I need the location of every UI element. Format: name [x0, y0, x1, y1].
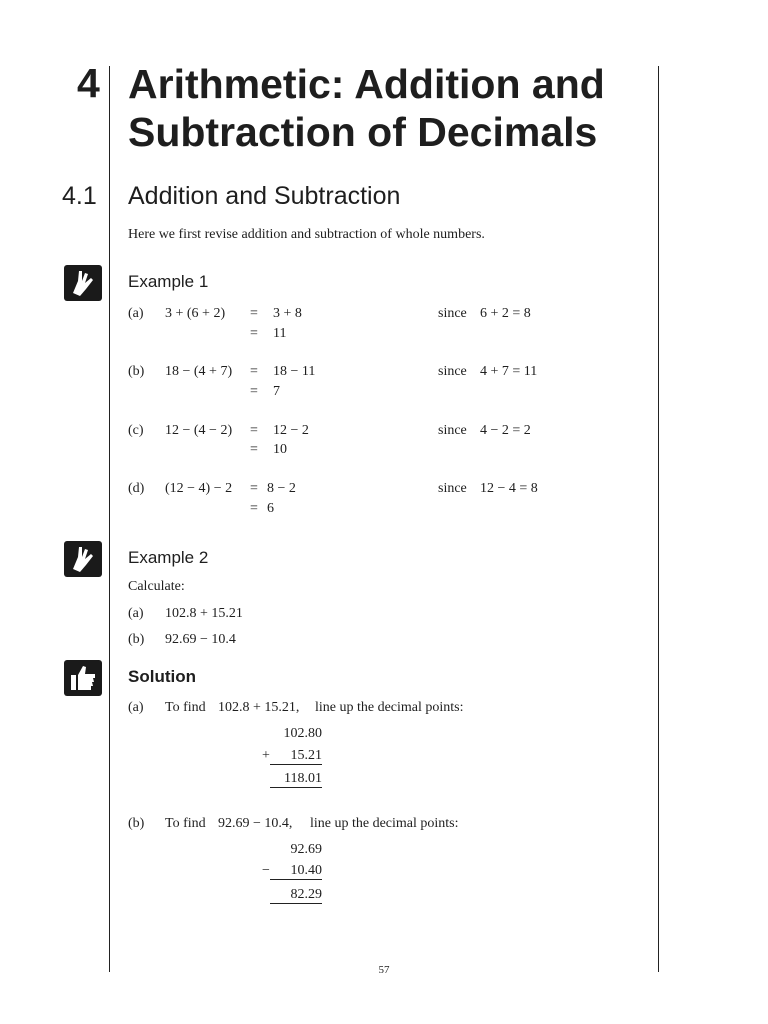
example-1-heading: Example 1 [128, 272, 209, 291]
example-2-heading: Example 2 [128, 548, 209, 567]
item-expression: 3 + (6 + 2) [165, 306, 226, 321]
item-expression: 12 − (4 − 2) [165, 423, 233, 438]
solution-a-instruction: line up the decimal points: [315, 700, 464, 715]
equals-sign: = [250, 306, 258, 321]
chapter-title: Arithmetic: Addition and Subtraction of Decimals [128, 61, 605, 155]
item-label: (d) [128, 481, 145, 496]
solution-b-result: 82.29 [270, 887, 322, 904]
step-2: 6 [267, 501, 274, 516]
reason: 6 + 2 = 8 [480, 306, 531, 321]
step-1: 18 − 11 [273, 364, 316, 379]
solution-a-label: (a) [128, 700, 144, 715]
chapter-number: 4 [77, 60, 100, 106]
solution-a-to-find: To find [165, 700, 206, 715]
item-expression: (12 − 4) − 2 [165, 481, 233, 496]
solution-b-label: (b) [128, 816, 145, 831]
solution-a-operator: + [262, 748, 270, 763]
solution-b-instruction: line up the decimal points: [310, 816, 459, 831]
step-2: 11 [273, 326, 287, 341]
section-intro: Here we first revise addition and subtraction of whole numbers. [128, 227, 485, 242]
equals-sign: = [250, 481, 258, 496]
example-2-prompt: Calculate: [128, 579, 185, 594]
equals-sign: = [250, 326, 258, 341]
right-margin-rule [658, 66, 659, 972]
step-1: 3 + 8 [273, 306, 302, 321]
solution-b-to-find: To find [165, 816, 206, 831]
page-number: 57 [378, 964, 390, 976]
section-title: Addition and Subtraction [128, 182, 401, 210]
example-2-item-label: (b) [128, 632, 145, 647]
solution-a-second-number: 15.21 [270, 748, 322, 765]
equals-sign: = [250, 384, 258, 399]
since-word: since [438, 423, 467, 438]
solution-b-second-number: 10.40 [270, 863, 322, 880]
solution-b-expression: 92.69 − 10.4, [218, 816, 293, 831]
since-word: since [438, 481, 467, 496]
since-word: since [438, 306, 467, 321]
pointing-hand-icon [64, 265, 102, 301]
since-word: since [438, 364, 467, 379]
item-label: (a) [128, 306, 144, 321]
equals-sign: = [250, 364, 258, 379]
equals-sign: = [250, 501, 258, 516]
item-label: (b) [128, 364, 145, 379]
step-1: 8 − 2 [267, 481, 296, 496]
solution-b-operator: − [262, 863, 270, 878]
pointing-hand-icon [64, 541, 102, 577]
equals-sign: = [250, 423, 258, 438]
step-1: 12 − 2 [273, 423, 309, 438]
solution-a-expression: 102.8 + 15.21, [218, 700, 300, 715]
reason: 12 − 4 = 8 [480, 481, 538, 496]
reason: 4 − 2 = 2 [480, 423, 531, 438]
item-expression: 18 − (4 + 7) [165, 364, 233, 379]
thumbs-up-icon [64, 660, 102, 696]
example-2-item-label: (a) [128, 606, 144, 621]
step-2: 7 [273, 384, 280, 399]
solution-a-top-number: 102.80 [283, 726, 322, 741]
step-2: 10 [273, 442, 287, 457]
reason: 4 + 7 = 11 [480, 364, 538, 379]
example-2-item-expression: 102.8 + 15.21 [165, 606, 243, 621]
equals-sign: = [250, 442, 258, 457]
solution-heading: Solution [128, 667, 196, 686]
example-2-item-expression: 92.69 − 10.4 [165, 632, 236, 647]
left-margin-rule [109, 66, 110, 972]
solution-b-top-number: 92.69 [290, 842, 322, 857]
solution-a-result: 118.01 [270, 771, 322, 788]
item-label: (c) [128, 423, 144, 438]
section-number: 4.1 [62, 182, 97, 210]
